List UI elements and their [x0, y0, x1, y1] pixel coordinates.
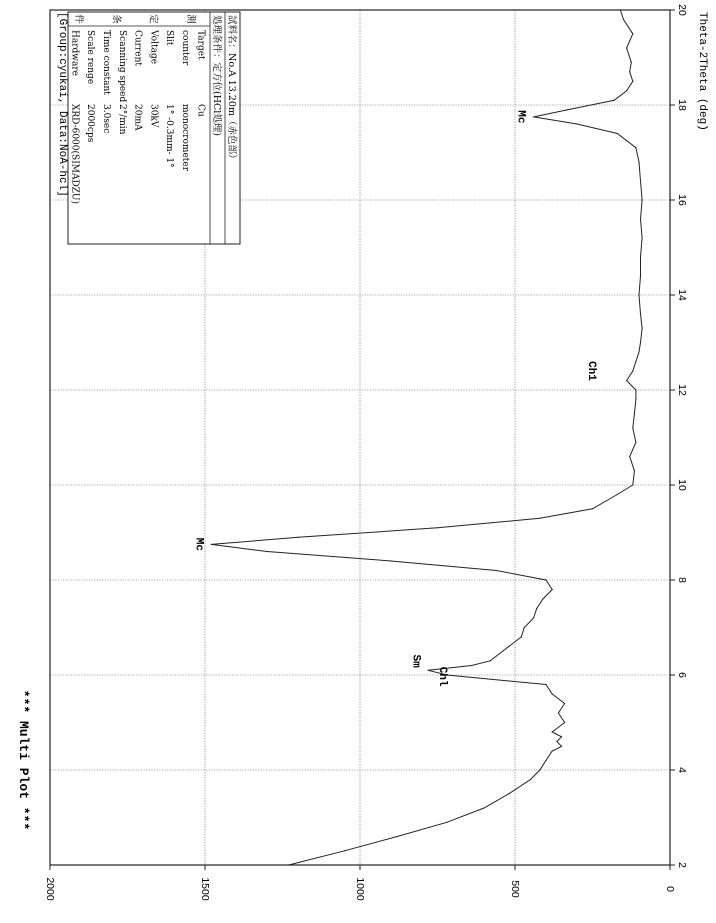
series-line [211, 10, 642, 865]
process-row: 処理条件：定方位(HCl処理) [211, 15, 222, 137]
data-point [536, 608, 537, 609]
data-point [556, 741, 557, 742]
data-point [640, 218, 641, 219]
data-point [508, 646, 509, 647]
data-point [530, 779, 531, 780]
data-point [640, 180, 641, 181]
data-point [635, 389, 636, 390]
data-point [642, 328, 643, 329]
data-point [640, 342, 641, 343]
table-row-value: 30kV [148, 104, 159, 128]
x-tick-label: 18 [676, 99, 689, 111]
data-point [620, 9, 621, 10]
table-row-label: counter [179, 30, 190, 66]
data-point [471, 665, 472, 666]
data-point [561, 736, 562, 737]
data-point [524, 627, 525, 628]
table-row-value: 20mA [132, 104, 143, 131]
series-layer [211, 9, 643, 865]
data-point [564, 703, 565, 704]
data-point [640, 313, 641, 314]
data-point [437, 527, 438, 528]
data-point [552, 693, 553, 694]
peak-annotation: Ch1 [585, 361, 598, 381]
data-point [638, 294, 639, 295]
sample-row: 試料名：No.A 13.20m（赤色部） [226, 15, 237, 164]
x-tick-label: 2 [676, 862, 689, 868]
y-tick-label: 0 [664, 886, 677, 892]
table-row-value: Cu [195, 104, 206, 117]
data-point [626, 380, 627, 381]
data-point [632, 427, 633, 428]
y-tick-label: 1000 [354, 877, 367, 901]
data-point [626, 90, 627, 91]
data-point [211, 544, 212, 545]
data-point [629, 456, 630, 457]
data-point [552, 750, 553, 751]
y-tick-label: 500 [509, 880, 522, 898]
x-tick-label: 8 [676, 577, 689, 583]
table-row-value: monocrometer [179, 104, 190, 172]
data-point [623, 19, 624, 20]
peak-annotation: Mc [192, 537, 205, 551]
table-row-value: 3.0sec [100, 104, 111, 134]
x-tick-label: 4 [676, 767, 689, 773]
data-point [638, 351, 639, 352]
x-tick-label: 20 [676, 4, 689, 16]
x-tick-label: 14 [676, 289, 689, 301]
data-point [629, 71, 630, 72]
data-point [634, 413, 635, 414]
data-point [397, 836, 398, 837]
data-point [567, 109, 568, 110]
data-point [545, 684, 546, 685]
table-row-label: Scale renge [85, 30, 96, 85]
data-point [640, 275, 641, 276]
data-point [545, 760, 546, 761]
data-point [483, 807, 484, 808]
data-point [552, 731, 553, 732]
data-point [564, 722, 565, 723]
annotations [192, 110, 597, 687]
table-row-value: 1° -0.3mm- 1° [164, 104, 175, 168]
x-tick-label: 12 [676, 384, 689, 396]
x-tick-label: 16 [676, 194, 689, 206]
data-point [533, 116, 534, 117]
data-point [496, 570, 497, 571]
data-point [617, 494, 618, 495]
info-table [68, 12, 240, 244]
data-point [428, 670, 429, 671]
data-point [496, 655, 497, 656]
data-point [635, 147, 636, 148]
data-point [344, 850, 345, 851]
data-point [539, 769, 540, 770]
data-point [635, 361, 636, 362]
data-point [592, 508, 593, 509]
data-point [297, 537, 298, 538]
data-point [561, 746, 562, 747]
table-row-value: 2000cps [85, 104, 96, 143]
table-row-label: Target [195, 30, 206, 60]
peak-annotation: Sm [409, 654, 422, 668]
data-point [635, 399, 636, 400]
data-point [542, 598, 543, 599]
data-point [446, 822, 447, 823]
data-point [642, 237, 643, 238]
data-point [632, 33, 633, 34]
data-point [288, 864, 289, 865]
data-point [390, 560, 391, 561]
data-point [545, 579, 546, 580]
table-row-value: 2°/min [116, 104, 127, 135]
table-row-label: Hardware [69, 30, 80, 76]
data-point [634, 470, 635, 471]
group-label: [Group:cyukai, Data:NoA-hcl] [56, 12, 68, 197]
data-point [552, 589, 553, 590]
vertical-label-char: 定 [147, 14, 159, 24]
data-point [631, 62, 632, 63]
data-point [617, 133, 618, 134]
data-point [632, 484, 633, 485]
vertical-label-char: 件 [73, 14, 84, 24]
table-row-label: Slit [164, 30, 175, 46]
table-row-label: Time constant [100, 30, 111, 95]
data-point [632, 81, 633, 82]
data-point [576, 123, 577, 124]
chart-title: *** Multi Plot *** [16, 689, 31, 831]
data-point [533, 617, 534, 618]
data-point [635, 442, 636, 443]
data-point [640, 256, 641, 257]
y-tick-label: 2000 [44, 877, 57, 901]
table-row-value: XRD-6000(SIMADZU) [69, 104, 80, 205]
data-point [266, 551, 267, 552]
data-point [638, 161, 639, 162]
table-row-label: Current [132, 30, 143, 67]
data-point [558, 712, 559, 713]
peak-annotation: Mc [514, 110, 527, 124]
data-point [490, 660, 491, 661]
table-row-label: Voltage [148, 30, 159, 65]
x-tick-label: 10 [676, 479, 689, 491]
data-point [539, 518, 540, 519]
data-point [508, 793, 509, 794]
data-point [521, 636, 522, 637]
vertical-label-char: 条 [110, 14, 122, 24]
vertical-label-char: 測 [185, 14, 196, 24]
y-tick-label: 1500 [199, 877, 212, 901]
data-point [642, 199, 643, 200]
data-point [614, 100, 615, 101]
peak-annotation: Chl [435, 666, 448, 687]
table-row-label: Scanning speed [116, 30, 127, 103]
data-point [626, 47, 627, 48]
x-tick-label: 6 [676, 672, 689, 678]
x-axis-label: Theta-2Theta (deg) [696, 12, 708, 131]
data-point [632, 370, 633, 371]
